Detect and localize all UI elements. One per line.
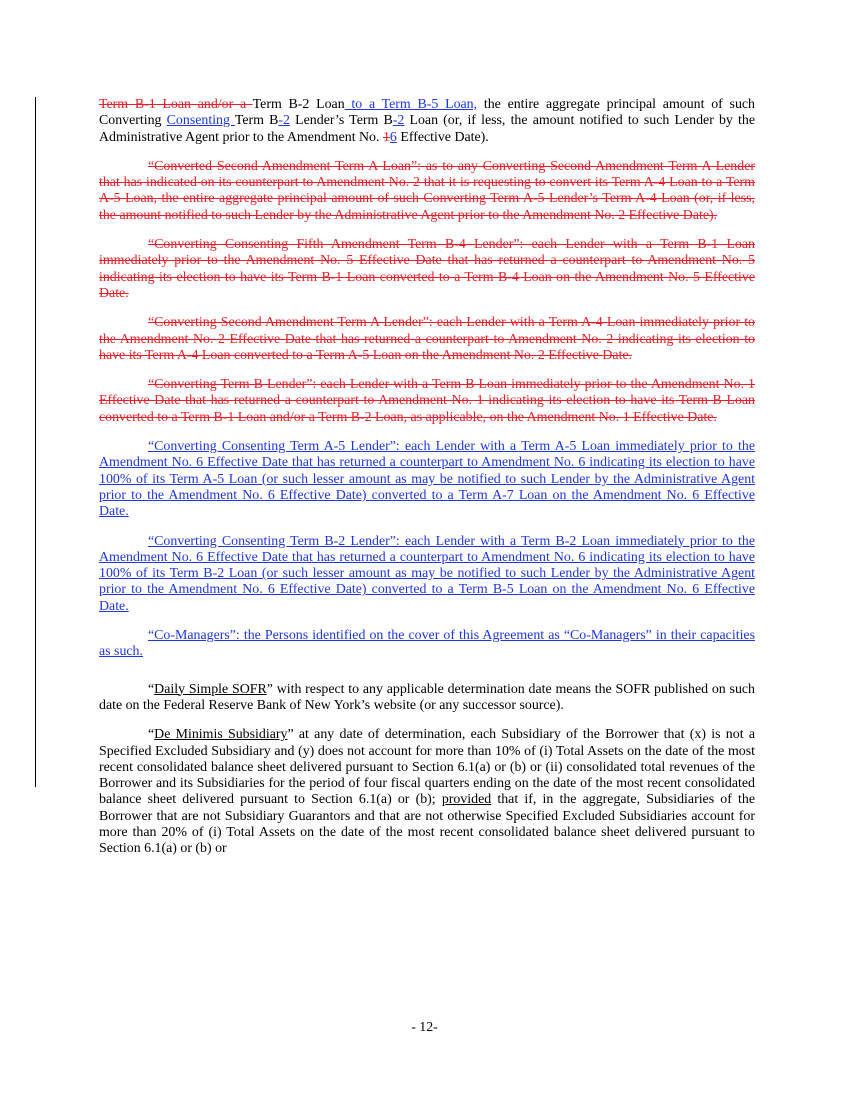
body-text: that if, in the aggregate, Subsidiaries of the Borrower that are not Subsidiary Guarantors and that are not otherwise Specified Excluded Subsidiaries account for more than 20% of (i) Total Assets on the date of the most recent consolidated balance sheet delivered pursuant to Section 6.1(a) or (b) or (99, 792, 755, 857)
inserted-definition-converting-consenting-term-a5-lender: “Converting Consenting Term A-5 Lender”: each Lender with a Term A-5 Loan immediately prior to the Amendment No. 6 Effective Date that has returned a counterpart to Amendment No. 6 indicating its election to have 100% of its Term A-5 Loan (or such lesser amount as may be notified to such Lender by the Administrative Agent prior to the Amendment No. 6 Effective Date) converted to a Term A-7 Loan on the Amendment No. 6 Effective Date. (99, 439, 755, 520)
document-body (99, 97, 755, 871)
inserted-definition-co-managers: “Co-Managers”: the Persons identified on the cover of this Agreement as “Co-Managers” in their capacities as such. (99, 628, 755, 660)
body-text: Effective Date). (396, 129, 489, 145)
definition-de-minimis-subsidiary (99, 727, 755, 857)
inserted-text: -2 (278, 113, 290, 129)
defined-term: De Minimis Subsidiary (154, 727, 288, 743)
inserted-definition-converting-consenting-term-b2-lender: “Converting Consenting Term B-2 Lender”: each Lender with a Term B-2 Loan immediately prior to the Amendment No. 6 Effective Date that has returned a counterpart to Amendment No. 6 indicating its election to have 100% of its Term B-2 Loan (or such lesser amount as may be notified to such Lender by the Administrative Agent prior to the Amendment No. 6 Effective Date) converted to a Term B-5 Loan on the Amendment No. 6 Effective Date. (99, 533, 755, 614)
body-text: “ (148, 681, 155, 697)
inserted-text: 6 (389, 129, 397, 145)
body-text: Term B-2 Loan (252, 97, 345, 112)
deleted-definition-converting-term-b-lender: “Converting Term B Lender”: each Lender with a Term B Loan immediately prior to the Amendment No. 1 Effective Date that has returned a counterpart to Amendment No. 1 indicating its election to have its Term B Loan converted to a Term B-1 Loan and/or a Term B-2 Loan, as applicable, on the Amendment No. 1 Effective Date. (99, 377, 755, 425)
inserted-text: Consenting (166, 113, 235, 129)
body-text: Term B (234, 113, 279, 129)
page-number: - 12- (411, 1020, 438, 1035)
change-bar (35, 97, 36, 787)
deleted-definition-converting-consenting-fifth-amendment: “Converting Consenting Fifth Amendment Term B-4 Lender”: each Lender with a Term B-1 Loan immediately prior to the Amendment No. 5 Effective Date that has returned a counterpart to Amendment No. 5 indicating its election to have its Term B-1 Loan converted to a Term B-4 Loan on the Amendment No. 5 Effective Date. (99, 237, 755, 301)
defined-term: Daily Simple SOFR (154, 681, 267, 697)
paragraph-converted-term-b-loan (99, 97, 755, 146)
definition-daily-simple-sofr (99, 682, 755, 715)
body-text: Lender’s Term B (290, 113, 393, 129)
deleted-definition-converting-second-amendment-term-a-lender: “Converting Second Amendment Term A Lender”: each Lender with a Term A-4 Loan immediately prior to the Amendment No. 2 Effective Date that has returned a counterpart to Amendment No. 2 indicating its election to have its Term A-4 Loan converted to a Term A-5 Loan on the Amendment No. 2 Effective Date. (99, 315, 755, 363)
body-text: Loan (or, if less, the amount notified to such Lender by the Administrative Agent prior to the Amendment No. (99, 113, 756, 145)
provided-term: provided (441, 792, 492, 808)
deleted-definition-converted-second-amendment-term-a-loan: “Converted Second Amendment Term A Loan”: as to any Converting Second Amendment Term A Lender that has indicated on its counterpart to Amendment No. 2 that it is requesting to convert its Term A-4 Loan to a Term A-5 Loan, the entire aggregate principal amount of such Converting Term A-5 Lender’s Term A-4 Loan (or, if less, the amount notified to such Lender by the Administrative Agent prior to the Amendment No. 2 Effective Date). (99, 158, 755, 223)
body-text: ” at any date of determination, each Subsidiary of the Borrower that (x) is not a Specified Excluded Subsidiary and (y) does not account for more than 10% of (i) Total Assets on the date of the most recent consolidated balance sheet delivered pursuant to Section 6.1(a) or (b) or (ii) consolidated total revenues of the Borrower and its Subsidiaries for the period of four fiscal quarters ending on the date of the most recent consolidated balance sheet delivered pursuant to Section 6.1(a) or (b); (99, 727, 755, 808)
inserted-text: -2 (392, 113, 405, 129)
body-text: the entire aggregate principal amount of such Converting (99, 97, 755, 129)
deleted-text: 1 (382, 129, 390, 145)
body-text: ” with respect to any applicable determination date means the SOFR published on such date on the Federal Reserve Bank of New York’s website (or any successor source). (99, 681, 756, 713)
inserted-text: to a Term B-5 Loan, (344, 97, 478, 112)
deleted-text: Term B-1 Loan and/or a (99, 97, 253, 112)
body-text: “ (148, 727, 155, 743)
